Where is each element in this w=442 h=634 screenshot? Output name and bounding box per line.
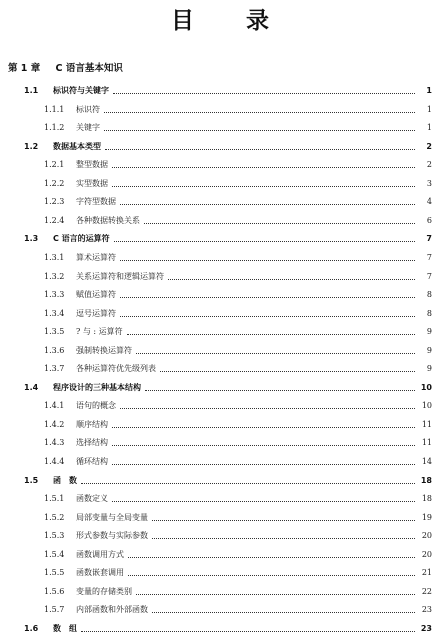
toc-entry-page: 6 <box>426 215 432 225</box>
toc-entry-title: 数 组 <box>53 623 77 633</box>
toc-entry-page: 23 <box>421 605 432 615</box>
toc-subsection-entry <box>44 250 432 263</box>
toc-entry-page: 1 <box>426 123 432 133</box>
toc-entry-page: 20 <box>421 531 432 541</box>
toc-subsection-entry <box>44 306 432 319</box>
toc-entry-page: 9 <box>426 345 432 355</box>
toc-entry-page: 7 <box>426 252 432 262</box>
toc-entry-number: 1.4 <box>24 382 39 392</box>
dot-leader <box>112 167 415 168</box>
toc-entry-number: 1.1.1 <box>44 104 65 114</box>
toc-entry-number: 1.5.1 <box>44 494 65 504</box>
toc-entry-number: 1.3.2 <box>44 271 65 281</box>
dot-leader <box>136 594 415 595</box>
toc-entry-page: 2 <box>426 141 432 151</box>
toc-subsection-entry <box>44 157 432 170</box>
toc-entry-title: 形式参数与实际参数 <box>76 531 148 541</box>
dot-leader <box>145 390 415 391</box>
toc-entry-page: 7 <box>426 234 432 244</box>
toc-entry-title: 变量的存储类别 <box>76 586 132 596</box>
toc-entry-page: 8 <box>426 308 432 318</box>
toc-subsection-entry <box>44 120 432 133</box>
toc-subsection-entry <box>44 287 432 300</box>
dot-leader <box>127 334 415 335</box>
dot-leader <box>81 483 415 484</box>
toc-subsection-entry <box>44 565 432 578</box>
toc-entry-title: 标识符与关键字 <box>53 86 109 95</box>
dot-leader <box>112 464 415 465</box>
toc-entry-title: 局部变量与全局变量 <box>76 512 148 522</box>
toc-subsection-entry <box>44 324 432 337</box>
toc-subsection-entry <box>44 213 432 226</box>
dot-leader <box>112 186 415 187</box>
toc-entry-title: 程序设计的三种基本结构 <box>53 382 141 392</box>
chapter-title: C 语言基本知识 <box>55 63 123 74</box>
toc-entry-title: 关键字 <box>76 123 100 133</box>
toc-entry-number: 1.5.5 <box>44 568 65 578</box>
toc-entry-page: 9 <box>426 327 432 337</box>
toc-entry-title: 数据基本类型 <box>53 141 101 151</box>
toc-entry-number: 1.5.6 <box>44 586 65 596</box>
toc-entry-number: 1.3.4 <box>44 308 65 318</box>
dot-leader <box>112 427 415 428</box>
toc-section-entry <box>24 231 432 244</box>
toc-section-entry <box>24 621 432 634</box>
toc-entry-page: 4 <box>426 197 432 207</box>
toc-entry-number: 1.5.3 <box>44 531 65 541</box>
toc-entry-page: 9 <box>426 364 432 374</box>
toc-entry-page: 20 <box>421 549 432 559</box>
toc-entry-page: 14 <box>421 457 432 466</box>
toc-subsection-entry <box>44 584 432 597</box>
dot-leader <box>104 112 415 113</box>
toc-entry-number: 1.4.1 <box>44 401 65 411</box>
toc-entry-title: 整型数据 <box>76 160 108 170</box>
toc-subsection-entry <box>44 510 432 523</box>
dot-leader <box>104 130 415 131</box>
toc-entry-number: 1.3.3 <box>44 290 65 300</box>
dot-leader <box>152 520 415 521</box>
dot-leader <box>120 316 415 317</box>
toc-entry-page: 22 <box>421 586 432 596</box>
toc-entry-title: 各种运算符优先级列表 <box>76 364 156 374</box>
toc-entry-page: 21 <box>421 568 432 578</box>
toc-entry-page: 18 <box>420 475 432 485</box>
toc-subsection-entry <box>44 102 432 115</box>
toc-entry-number: 1.5.4 <box>44 549 65 559</box>
toc-entry-title: 顺序结构 <box>76 419 108 429</box>
dot-leader <box>113 93 415 94</box>
toc-entry-number: 1.6 <box>24 623 39 633</box>
dot-leader <box>144 223 415 224</box>
dot-leader <box>81 631 415 632</box>
dot-leader <box>120 204 415 205</box>
dot-leader <box>128 575 415 576</box>
toc-subsection-entry <box>44 491 432 504</box>
toc-entry-number: 1.5.2 <box>44 512 65 522</box>
toc-entry-number: 1.1 <box>24 86 39 95</box>
toc-entry-page: 11 <box>421 419 432 429</box>
toc-entry-page: 3 <box>426 178 432 188</box>
toc-entry-title: ? 与 : 运算符 <box>76 327 123 337</box>
toc-entry-page: 19 <box>421 512 432 522</box>
toc-subsection-entry <box>44 361 432 374</box>
toc-subsection-entry <box>44 343 432 356</box>
toc-entry-number: 1.3 <box>24 234 39 244</box>
dot-leader <box>168 279 415 280</box>
dot-leader <box>112 501 415 502</box>
toc-subsection-entry <box>44 602 432 615</box>
toc-entry-number: 1.2.2 <box>44 178 65 188</box>
dot-leader <box>152 538 415 539</box>
dot-leader <box>105 149 415 150</box>
dot-leader <box>120 297 415 298</box>
toc-entry-title: 逗号运算符 <box>76 308 116 318</box>
dot-leader <box>120 260 415 261</box>
toc-entry-number: 1.4.3 <box>44 438 65 448</box>
toc-section-entry <box>24 83 432 96</box>
toc-entry-title: 强制转换运算符 <box>76 345 132 355</box>
dot-leader <box>112 445 415 446</box>
toc-entry-title: 函数定义 <box>76 494 108 504</box>
toc-subsection-entry <box>44 398 432 411</box>
dot-leader <box>114 241 415 242</box>
toc-entry-title: 选择结构 <box>76 438 108 448</box>
toc-subsection-entry <box>44 176 432 189</box>
toc-entry-title: 字符型数据 <box>76 197 116 207</box>
toc-section-entry <box>24 380 432 393</box>
toc-section-entry <box>24 473 432 486</box>
toc-subsection-entry <box>44 454 432 467</box>
toc-entry-title: 算术运算符 <box>76 252 116 262</box>
dot-leader <box>152 612 415 613</box>
toc-entry-title: C 语言的运算符 <box>53 234 110 244</box>
toc-subsection-entry <box>44 417 432 430</box>
toc-entry-page: 1 <box>426 86 432 95</box>
toc-subsection-entry <box>44 269 432 282</box>
toc-entry-number: 1.4.4 <box>44 457 65 466</box>
toc-entry-page: 10 <box>420 382 432 392</box>
toc-entry-title: 实型数据 <box>76 178 108 188</box>
toc-entry-number: 1.3.5 <box>44 327 65 337</box>
dot-leader <box>136 353 415 354</box>
dot-leader <box>120 408 415 409</box>
toc-entry-title: 关系运算符和逻辑运算符 <box>76 271 164 281</box>
toc-entry-number: 1.5 <box>24 475 39 485</box>
toc-entry-number: 1.2.3 <box>44 197 65 207</box>
toc-section-entry <box>24 139 432 152</box>
dot-leader <box>160 371 415 372</box>
toc-entry-number: 1.1.2 <box>44 123 65 133</box>
chapter-label: 第 1 章 <box>8 63 41 74</box>
toc-entry-page: 8 <box>426 290 432 300</box>
toc-entry-title: 赋值运算符 <box>76 290 116 300</box>
toc-entry-page: 2 <box>426 160 432 170</box>
toc-entry-number: 1.2.1 <box>44 160 65 170</box>
toc-entry-number: 1.2 <box>24 141 39 151</box>
toc-subsection-entry <box>44 528 432 541</box>
toc-entry-title: 循环结构 <box>76 457 108 466</box>
toc-entry-page: 18 <box>421 494 432 504</box>
toc-entry-number: 1.4.2 <box>44 419 65 429</box>
toc-entry-number: 1.3.6 <box>44 345 65 355</box>
toc-entry-number: 1.3.7 <box>44 364 65 374</box>
toc-entry-page: 11 <box>421 438 432 448</box>
toc-entry-title: 内部函数和外部函数 <box>76 605 148 615</box>
toc-entry-number: 1.2.4 <box>44 215 65 225</box>
toc-entry-page: 7 <box>426 271 432 281</box>
toc-subsection-entry <box>44 435 432 448</box>
toc-entry-title: 函数嵌套调用 <box>76 568 124 578</box>
toc-entry-title: 语句的概念 <box>76 401 116 411</box>
toc-entry-page: 10 <box>421 401 432 411</box>
toc-entry-number: 1.3.1 <box>44 252 65 262</box>
toc-entry-title: 函 数 <box>53 475 77 485</box>
toc-entry-page: 23 <box>420 623 432 633</box>
toc-entry-title: 标识符 <box>76 104 100 114</box>
page-title: 目 录 <box>171 8 271 34</box>
toc-entry-title: 各种数据转换关系 <box>76 215 140 225</box>
toc-entry-number: 1.5.7 <box>44 605 65 615</box>
toc-entry-page: 1 <box>426 104 432 114</box>
toc-entry-title: 函数调用方式 <box>76 549 124 559</box>
toc-subsection-entry <box>44 194 432 207</box>
